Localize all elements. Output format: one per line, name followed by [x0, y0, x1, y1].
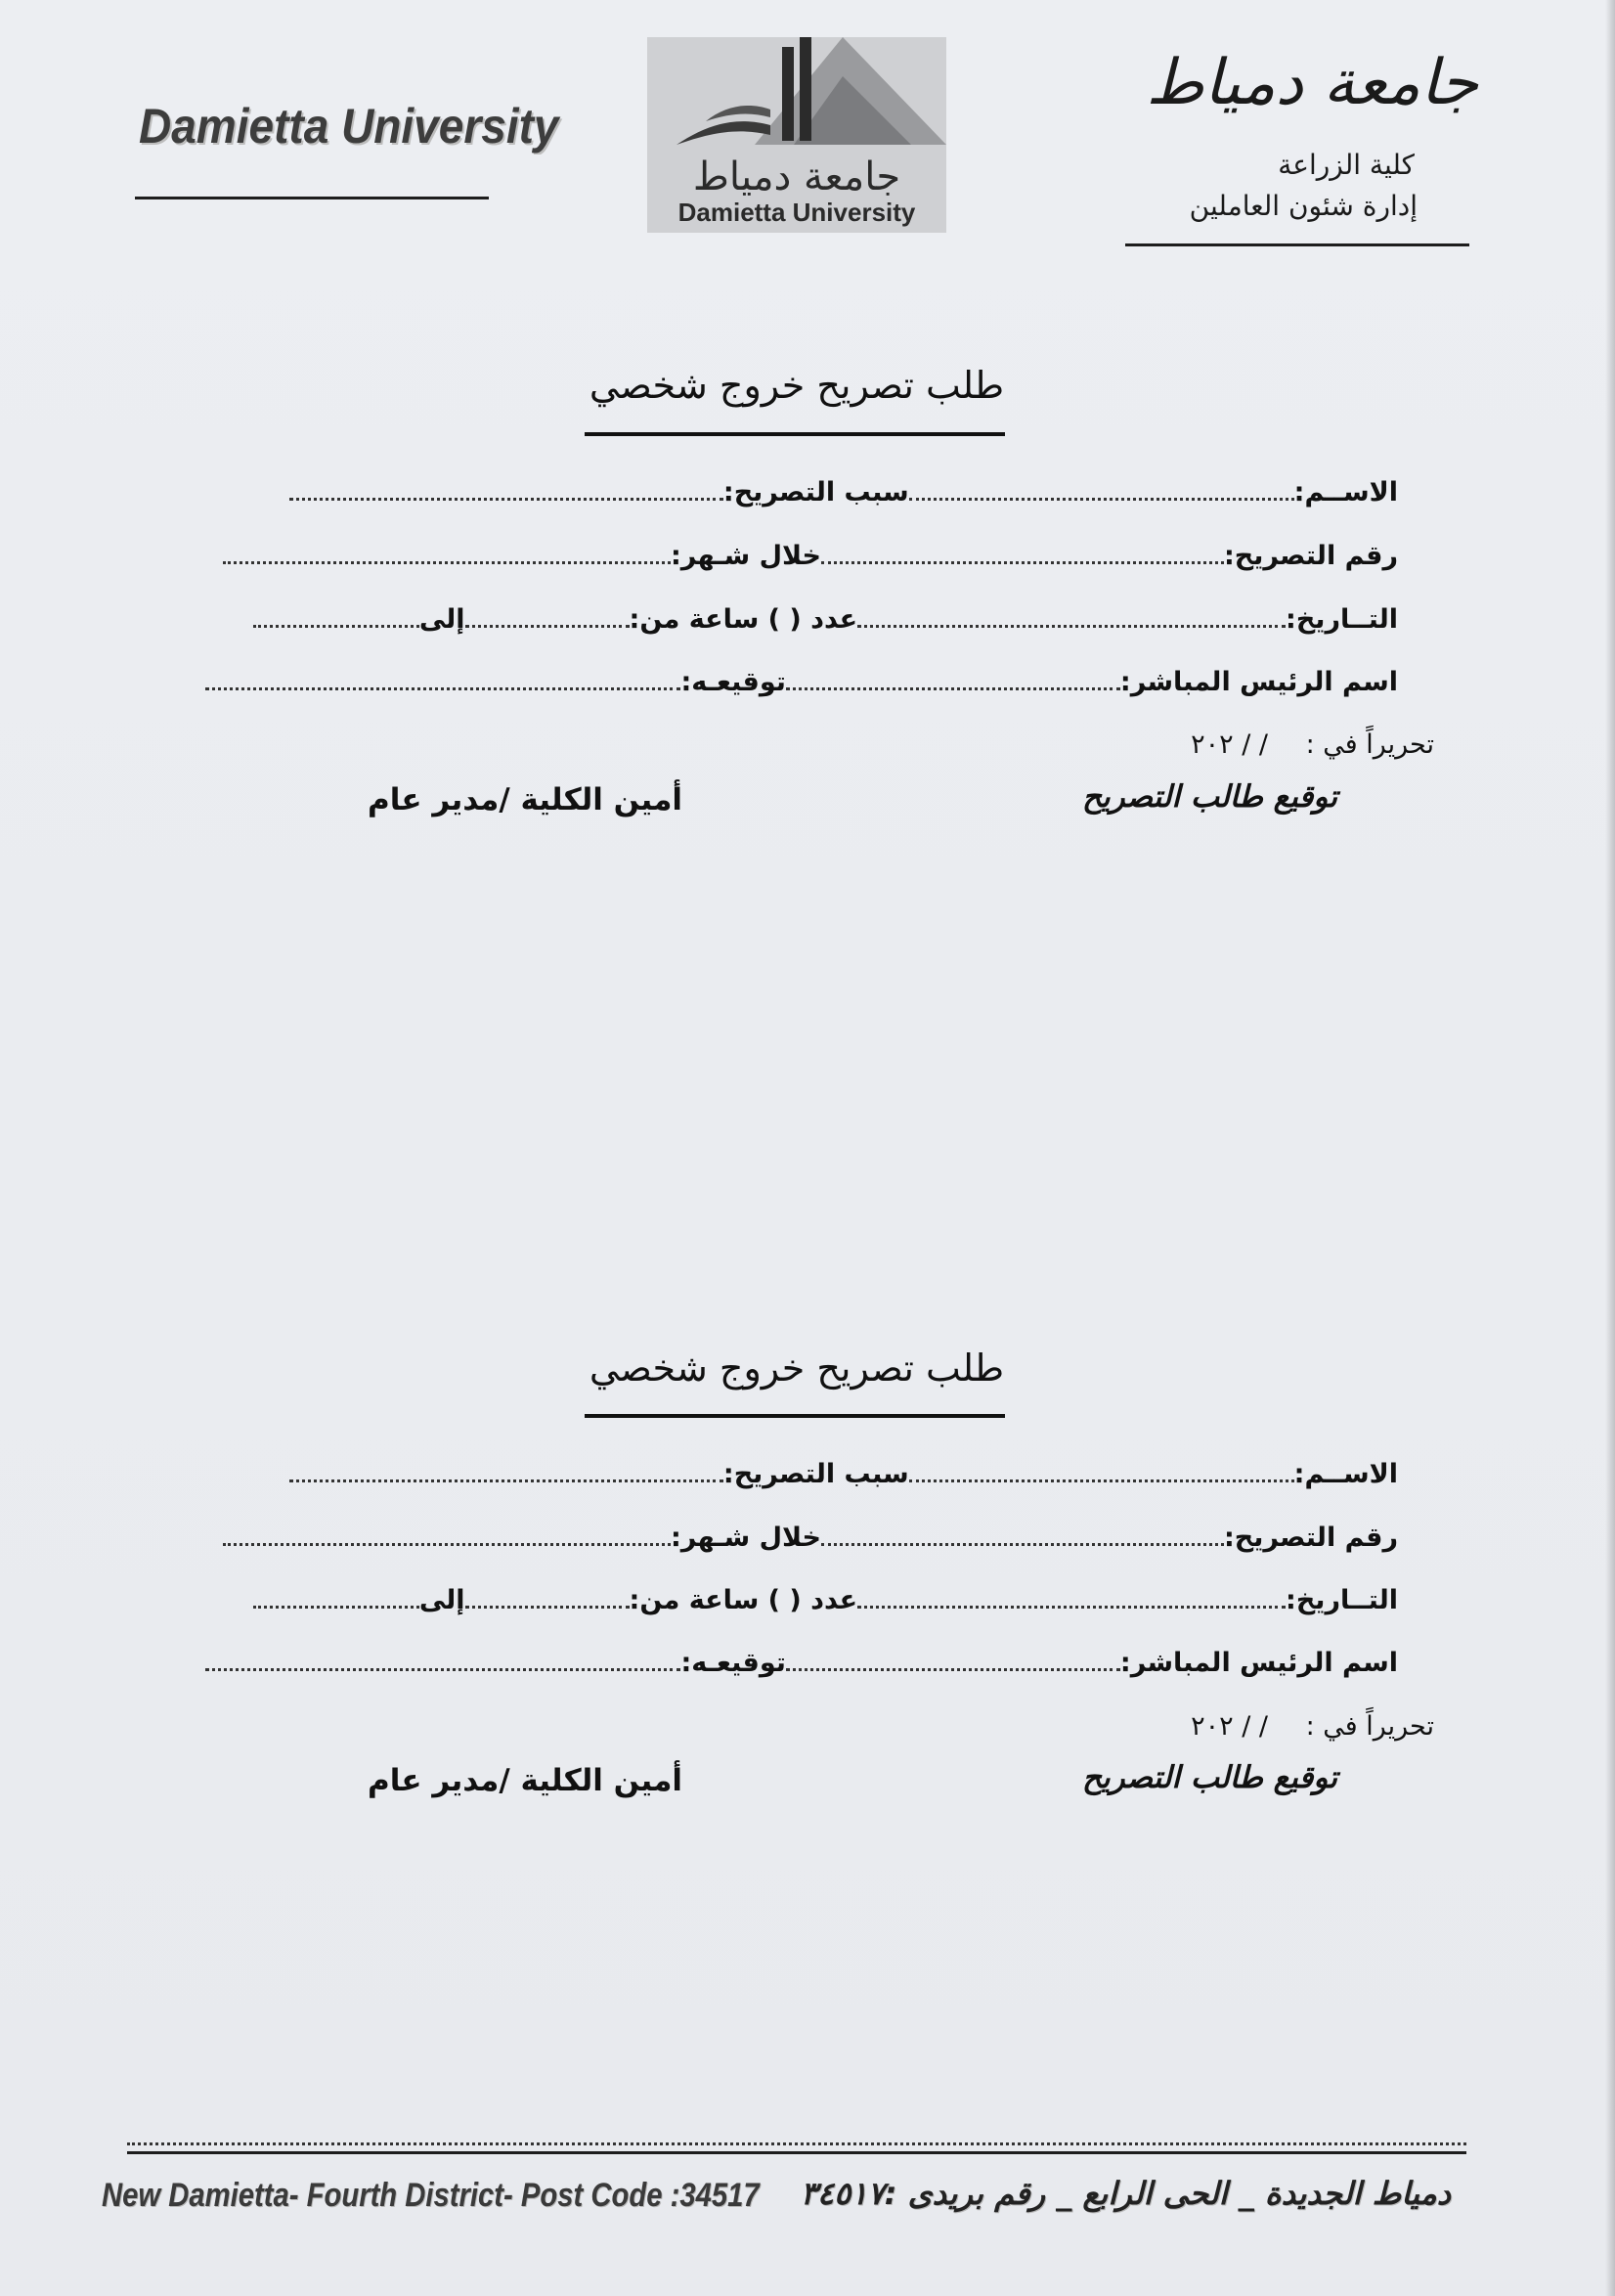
permit-number-label: رقم التصريح: [1223, 541, 1398, 571]
manager-name-field[interactable] [786, 1647, 1120, 1671]
secretary-signature-label: أمين الكلية /مدير عام [368, 1763, 683, 1798]
written-on-row [1191, 1711, 1434, 1742]
footer-address-ar: دمياط الجديدة _ الحى الرابع _ رقم بريدى :٣٤٥١٧ [800, 2175, 1451, 2212]
name-field[interactable] [909, 476, 1294, 501]
from-time-field[interactable] [465, 1584, 630, 1609]
manager-signature-field[interactable] [205, 666, 680, 690]
from-time-field[interactable] [465, 603, 630, 628]
name-field[interactable] [909, 1458, 1294, 1482]
date-label: التــاريخ: [1286, 1585, 1398, 1615]
form-title: طلب تصريح خروج شخصي [589, 364, 1005, 407]
hours-count-label: عدد ( ) ساعة من: [629, 1585, 858, 1615]
applicant-signature-label: توقيع طالب التصريح [1082, 779, 1337, 815]
written-on-label: تحريراً في : [1305, 729, 1434, 760]
faculty-name: كلية الزراعة [1278, 149, 1415, 181]
footer-rule [127, 2151, 1466, 2154]
hours-count-label: عدد ( ) ساعة من: [629, 604, 858, 635]
permit-month-row [223, 1522, 1398, 1553]
footer-address-en: New Damietta- Fourth District- Post Code :34517 [102, 2177, 760, 2214]
applicant-signature-label: توقيع طالب التصريح [1082, 1760, 1337, 1795]
to-time-field[interactable] [253, 603, 419, 628]
university-name-ar: جامعة دمياط [1146, 47, 1478, 119]
form-title-rule [585, 1414, 1005, 1418]
month-label: خلال شـهر: [671, 1523, 821, 1553]
university-name-en: Damietta University [139, 99, 559, 154]
date-field[interactable] [857, 1584, 1286, 1609]
footer-dotted-rule [127, 2142, 1466, 2145]
month-field[interactable] [223, 540, 671, 564]
header-left-rule [135, 197, 489, 199]
reason-field[interactable] [289, 1458, 723, 1482]
date-label: التــاريخ: [1286, 604, 1398, 635]
to-label: إلى [418, 1585, 465, 1615]
permit-number-field[interactable] [821, 1522, 1224, 1546]
manager-signature-field[interactable] [205, 1647, 680, 1671]
manager-signature-label: توقيعـه: [680, 1648, 786, 1678]
emblem-text-ar: جامعة دمياط [692, 155, 901, 199]
name-reason-row [289, 476, 1398, 508]
university-emblem [647, 37, 946, 233]
scan-edge-shadow [1605, 0, 1615, 2296]
written-on-row [1191, 729, 1434, 760]
manager-signature-label: توقيعـه: [680, 667, 786, 697]
emblem-text-en: Damietta University [677, 198, 916, 227]
written-on-label: تحريراً في : [1305, 1711, 1434, 1742]
permit-number-field[interactable] [821, 540, 1224, 564]
name-reason-row [289, 1458, 1398, 1489]
manager-row [205, 1647, 1398, 1678]
written-on-date[interactable]: ٢٠٢ / / [1191, 729, 1268, 760]
to-time-field[interactable] [253, 1584, 419, 1609]
month-label: خلال شـهر: [671, 541, 821, 571]
secretary-signature-label: أمين الكلية /مدير عام [368, 782, 683, 817]
header-right-rule [1125, 243, 1469, 246]
emblem-graphic-icon [647, 37, 946, 155]
reason-label: سبب التصريح: [722, 477, 909, 508]
permit-number-label: رقم التصريح: [1223, 1523, 1398, 1553]
reason-label: سبب التصريح: [722, 1459, 909, 1489]
name-label: الاســم: [1293, 1459, 1398, 1489]
to-label: إلى [418, 604, 465, 635]
reason-field[interactable] [289, 476, 723, 501]
form-title: طلب تصريح خروج شخصي [589, 1347, 1005, 1390]
manager-label: اسم الرئيس المباشر: [1119, 667, 1398, 697]
name-label: الاســم: [1293, 477, 1398, 508]
written-on-date[interactable]: ٢٠٢ / / [1191, 1711, 1268, 1742]
manager-row [205, 666, 1398, 697]
manager-name-field[interactable] [786, 666, 1120, 690]
form-title-rule [585, 432, 1005, 436]
permit-month-row [223, 540, 1398, 571]
date-hours-row [253, 1584, 1398, 1615]
month-field[interactable] [223, 1522, 671, 1546]
date-hours-row [253, 603, 1398, 635]
department-name: إدارة شئون العاملين [1189, 190, 1418, 222]
date-field[interactable] [857, 603, 1286, 628]
manager-label: اسم الرئيس المباشر: [1119, 1648, 1398, 1678]
